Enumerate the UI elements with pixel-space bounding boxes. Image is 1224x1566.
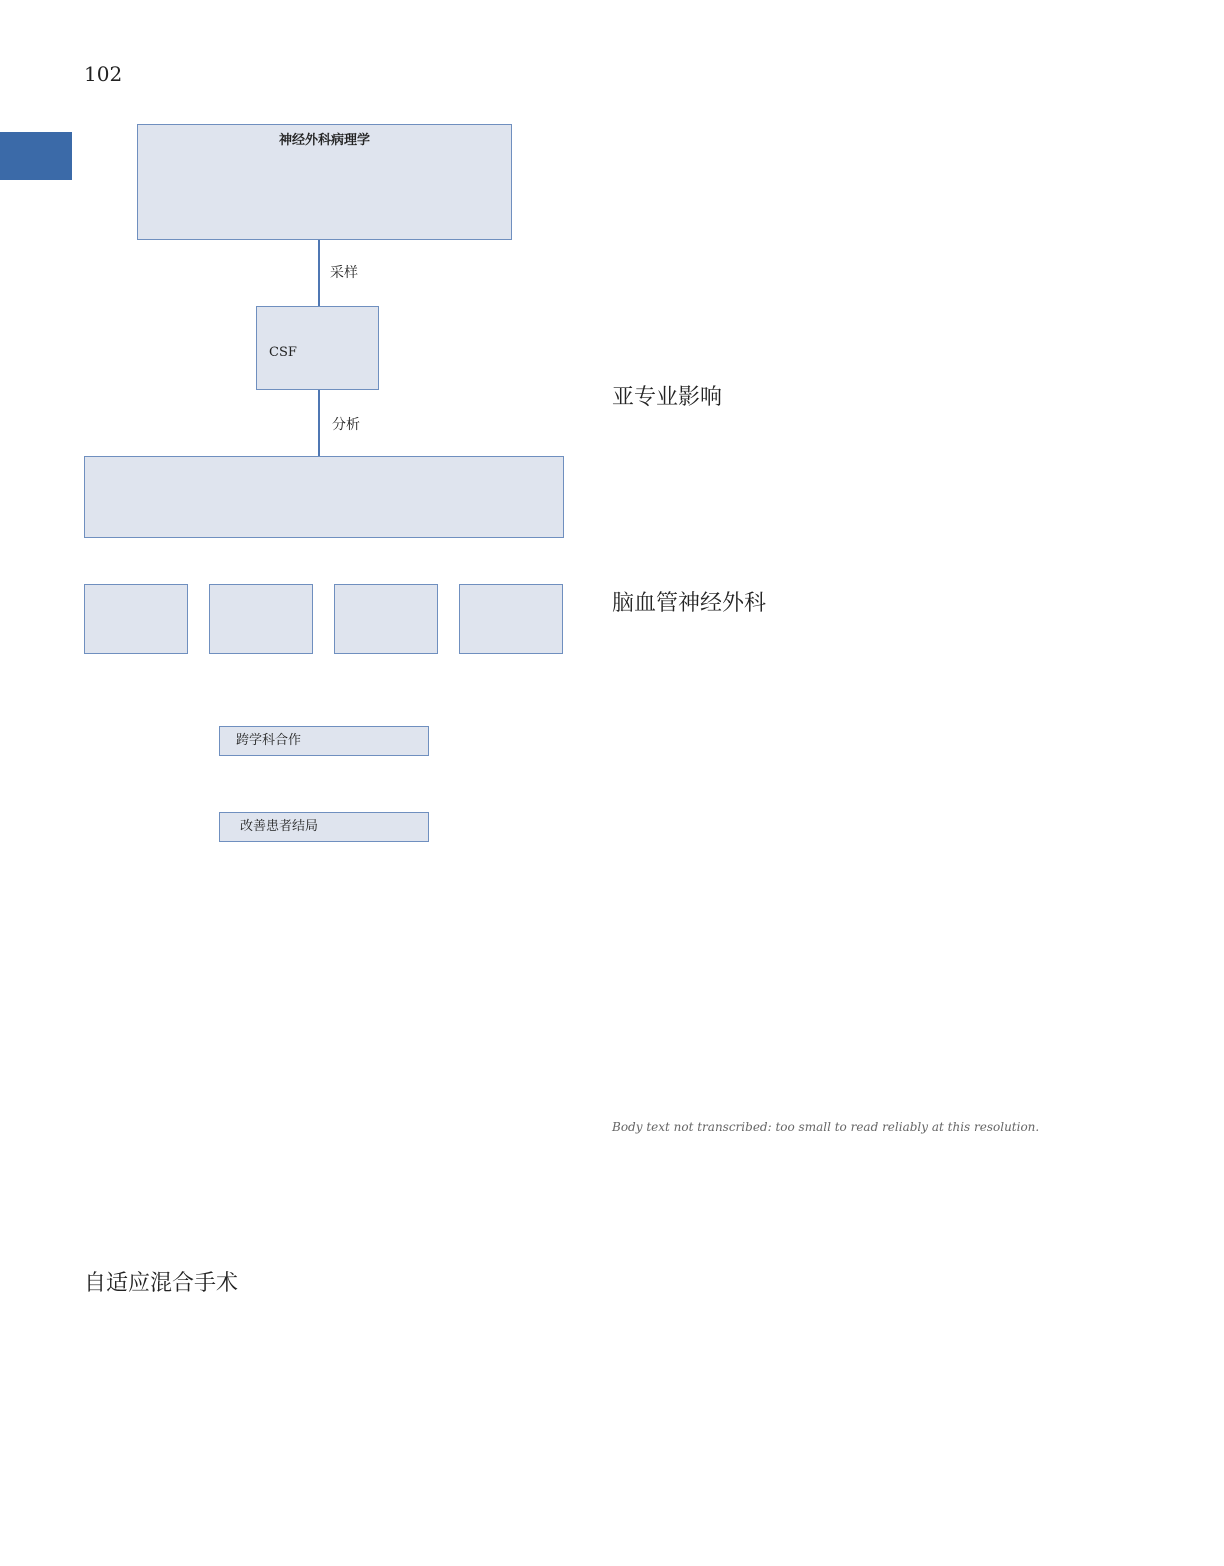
outcome-box-2 (209, 584, 313, 654)
outcome-box-3 (334, 584, 438, 654)
collaboration-box (219, 726, 429, 756)
page-header (84, 62, 150, 86)
heading-cerebrovascular: 脑血管神经外科 (612, 591, 767, 616)
sampling-label: 采样 (330, 265, 358, 281)
page-number: 102 (84, 62, 123, 86)
heading-adaptive-surgery: 自适应混合手术 (84, 1271, 239, 1296)
outcome-final-label: 改善患者结局 (240, 819, 319, 834)
outcome-box-1 (84, 584, 188, 654)
pathology-box (137, 124, 512, 240)
transcription-notice: Body text not transcribed: too small to read reliably at this resolution. (612, 1120, 1040, 1134)
section-tab (0, 132, 72, 180)
arrow-analysis (318, 390, 320, 456)
pathology-title: 神经外科病理学 (278, 133, 370, 148)
outcome-final-box (219, 812, 429, 842)
outcome-box-4 (459, 584, 563, 654)
heading-subspecialty: 亚专业影响 (612, 385, 723, 410)
omics-box (84, 456, 564, 538)
collaboration-label: 跨学科合作 (236, 733, 302, 748)
sample-csf: CSF (269, 345, 297, 360)
arrow-sampling (318, 240, 320, 306)
sample-box (256, 306, 379, 390)
analysis-label: 分析 (332, 417, 360, 433)
